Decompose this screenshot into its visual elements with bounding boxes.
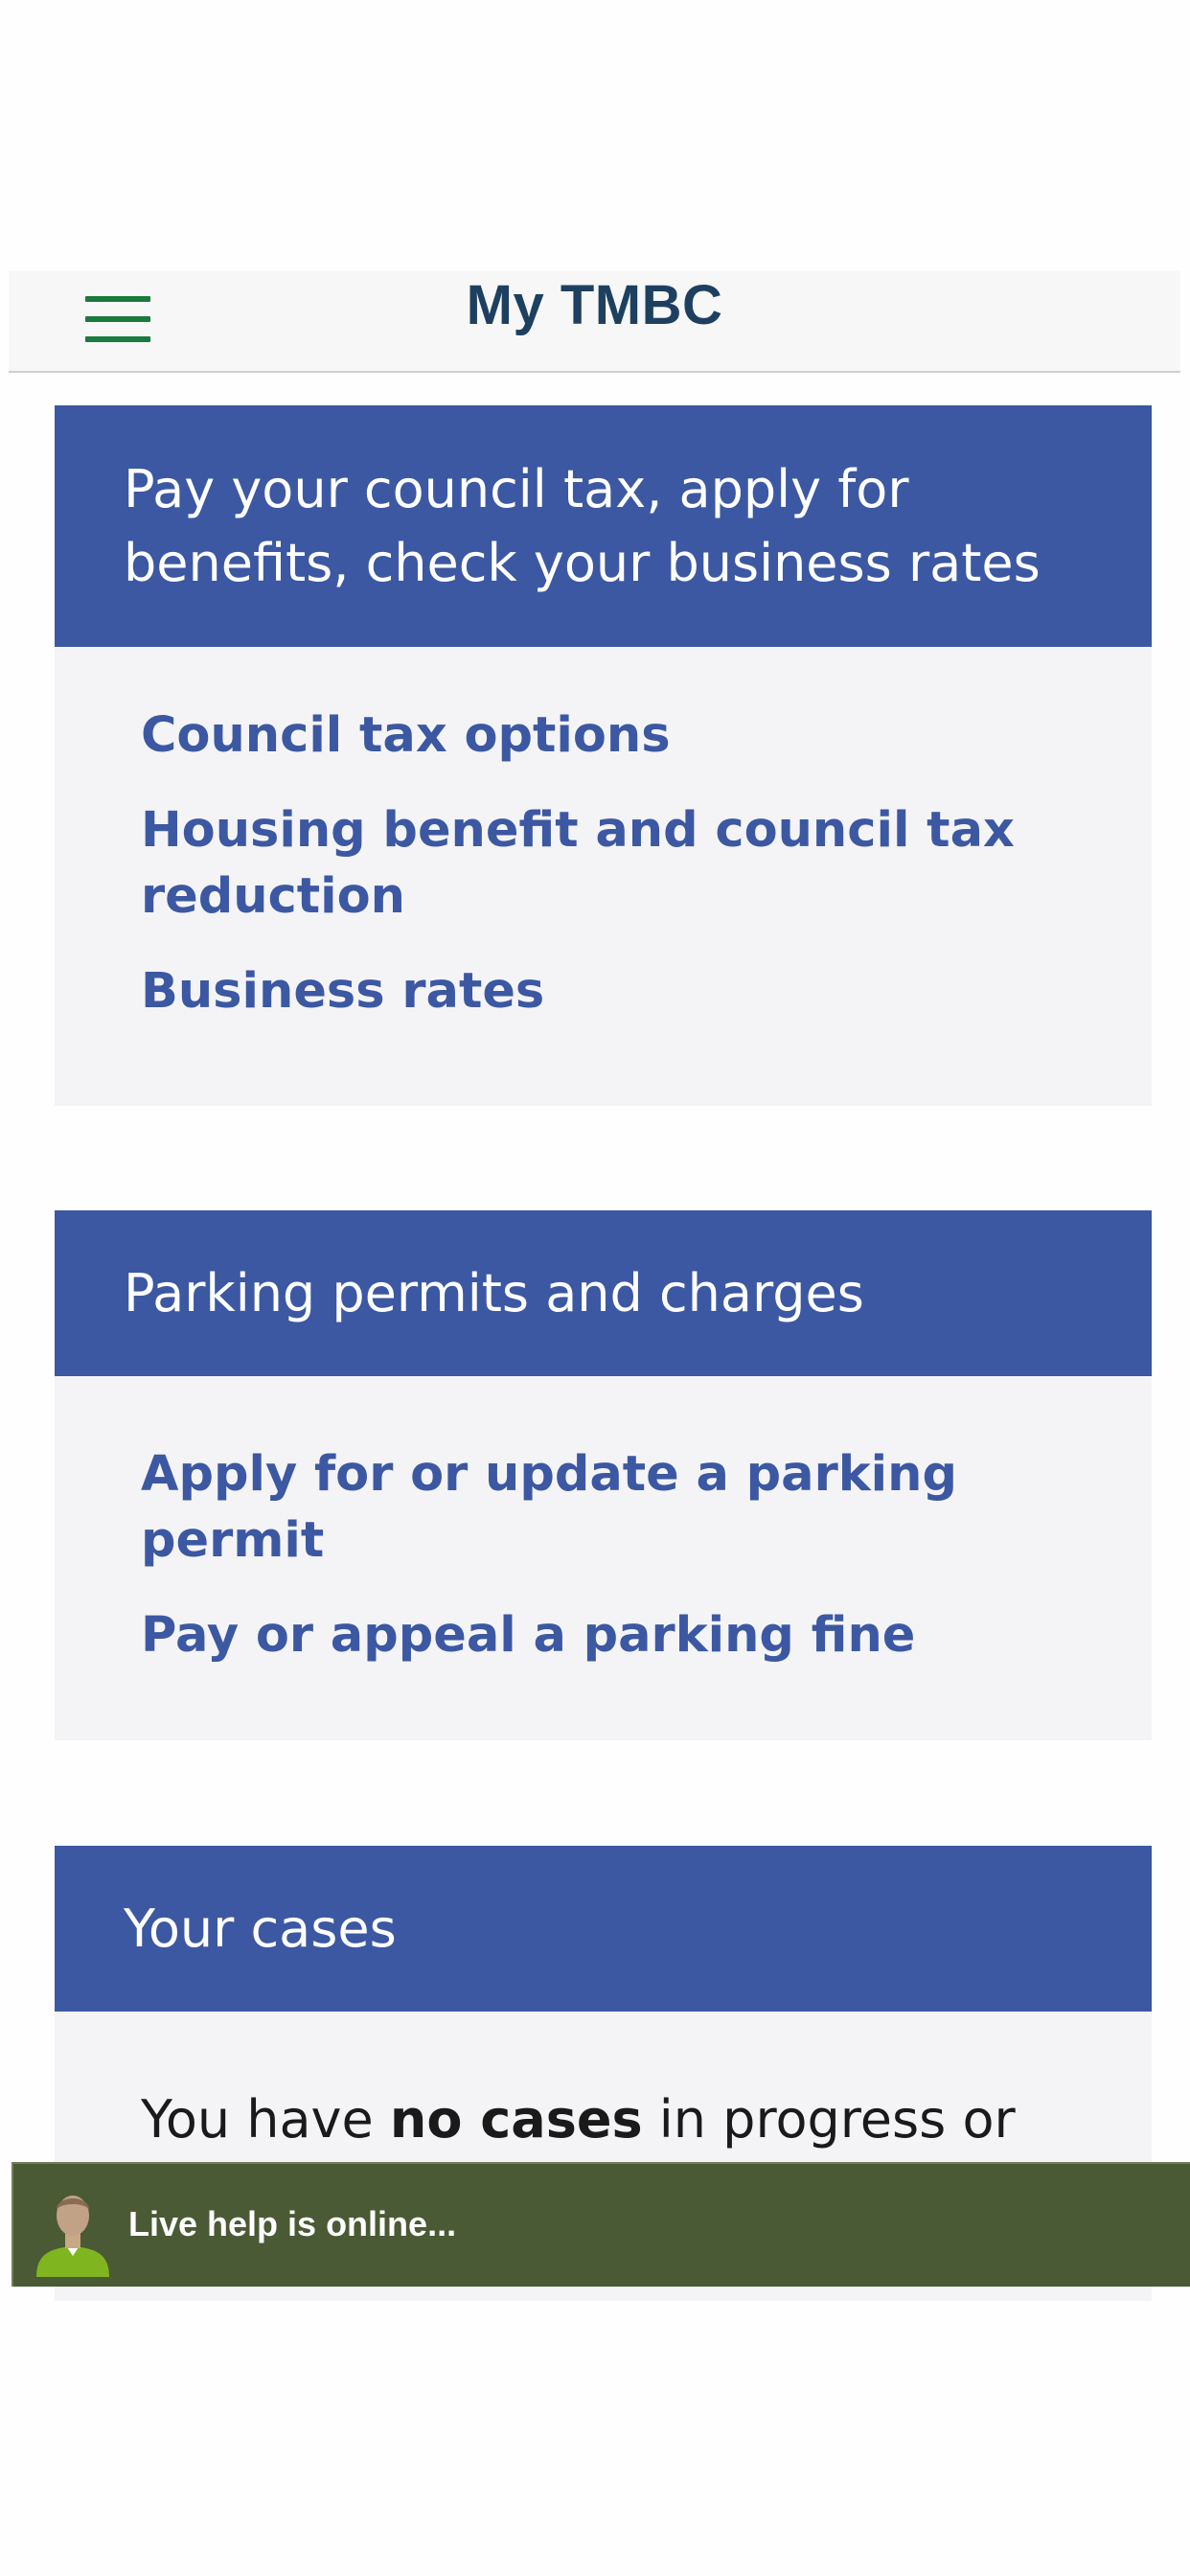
app-header bbox=[9, 271, 1180, 373]
council-tax-options-link[interactable]: Council tax options bbox=[141, 707, 671, 764]
business-rates-link[interactable]: Business rates bbox=[141, 963, 545, 1020]
card-links bbox=[55, 647, 1152, 1024]
card-heading: Parking permits and charges bbox=[55, 1210, 1152, 1376]
housing-benefit-link[interactable]: Housing benefit and council tax reduction bbox=[141, 802, 1015, 925]
card-heading: Pay your council tax, apply for benefits, check your business rates bbox=[55, 405, 1152, 647]
page-title: My TMBC bbox=[466, 274, 723, 336]
card-heading: Your cases bbox=[55, 1846, 1152, 2012]
cases-status-text bbox=[141, 2086, 1056, 2153]
parking-card bbox=[55, 1210, 1152, 1740]
parking-fine-link[interactable]: Pay or appeal a parking fine bbox=[141, 1607, 916, 1664]
support-agent-avatar-icon bbox=[33, 2185, 113, 2277]
live-help-bar[interactable] bbox=[11, 2162, 1190, 2287]
cases-text-after: in progress or bbox=[642, 2089, 1016, 2150]
cases-text-before: You have bbox=[141, 2089, 390, 2150]
cases-body bbox=[55, 2012, 1152, 2153]
parking-permit-link[interactable]: Apply for or update a parking permit bbox=[141, 1446, 957, 1569]
live-help-label: Live help is online... bbox=[128, 2204, 457, 2243]
card-links bbox=[55, 1376, 1152, 1668]
cases-text-bold: no cases bbox=[389, 2089, 643, 2150]
council-tax-card bbox=[55, 405, 1152, 1106]
